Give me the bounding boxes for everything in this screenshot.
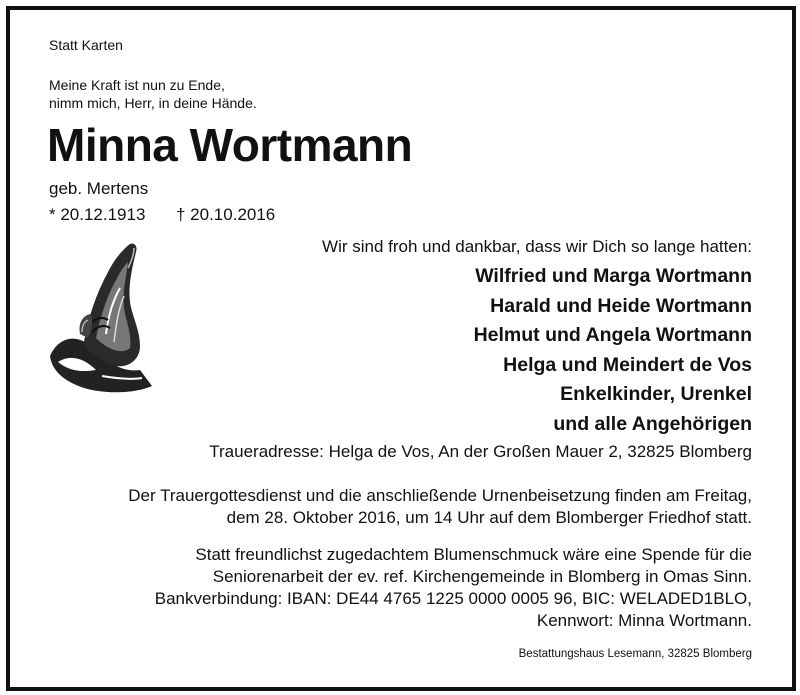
donation-line: Seniorenarbeit der ev. ref. Kirchengemeinde in Blomberg in Omas Sinn. (212, 567, 752, 586)
mourner-name: Harald und Heide Wortmann (490, 294, 752, 317)
maiden-name: geb. Mertens (49, 179, 149, 198)
verse-line-1: Meine Kraft ist nun zu Ende, (49, 77, 225, 93)
mourner-name: Wilfried und Marga Wortmann (475, 265, 752, 287)
mourner-name: Enkelkinder, Urenkel (560, 383, 752, 405)
death-date: † 20.10.2016 (176, 205, 276, 224)
donation-line: Bankverbindung: IBAN: DE44 4765 1225 0000 0005 96, BIC: WELADED1BLO, (154, 589, 752, 608)
donation-info (155, 544, 752, 632)
verse-line-2: nimm mich, Herr, in deine Hände. (49, 95, 257, 111)
praying-hands-icon (44, 238, 162, 396)
donation-line: Kennwort: Minna Wortmann. (536, 611, 752, 630)
mourner-name: Helga und Meindert de Vos (503, 353, 752, 376)
mourner-name: und alle Angehörigen (553, 412, 752, 435)
birth-date: * 20.12.1913 (49, 205, 146, 224)
donation-line: Statt freundlichst zugedachtem Blumenschmuck wäre eine Spende für die (195, 545, 752, 564)
mourners-list (474, 262, 752, 439)
deceased-name: Minna Wortmann (47, 119, 413, 171)
statt-karten-text: Statt Karten (49, 37, 123, 53)
service-line: Der Trauergottesdienst und die anschließende Urnenbeisetzung finden am Freitag, (128, 486, 752, 505)
service-info (128, 485, 752, 529)
mourning-address (209, 441, 752, 463)
service-line: dem 28. Oktober 2016, um 14 Uhr auf dem Blomberger Friedhof statt. (226, 508, 752, 527)
funeral-home: Bestattungshaus Lesemann, 32825 Blomberg (518, 648, 752, 660)
mourners-intro: Wir sind froh und dankbar, dass wir Dich so lange hatten: (322, 237, 752, 256)
mourning-address-text: Traueradresse: Helga de Vos, An der Großen Mauer 2, 32825 Blomberg (209, 442, 752, 461)
mourner-name: Helmut und Angela Wortmann (473, 324, 752, 346)
